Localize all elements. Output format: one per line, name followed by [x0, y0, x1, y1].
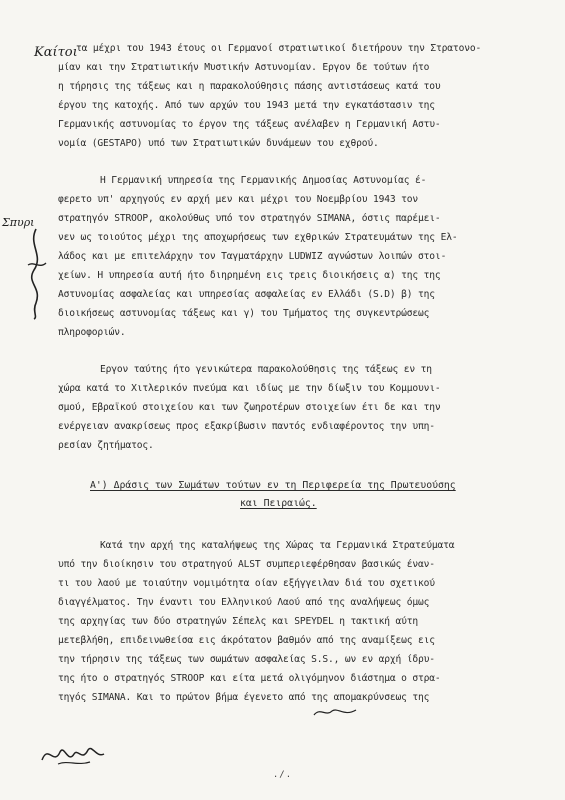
text-line: τηγός SIMANA. Και το πρώτον βήμα έγενετο από της απομακρύνσεως της	[58, 692, 430, 703]
page-number: ./.	[272, 770, 293, 780]
text-line: λάδος και με επιτελάρχην τον Ταγματάρχην LUDWIZ αγνώστων λοιπών στοι-	[58, 251, 447, 262]
text-line: η τήρησις της τάξεως και η παρακολούθησις πάσης αντιστάσεως κατά του	[58, 81, 441, 92]
text-line: τι του λαού με τοιαύτην νομιμότητα οίαν εξήγγειλαν διά του σχετικού	[58, 578, 435, 589]
text-line: διαγγέλματος. Την έναντι του Ελληνικού Λαού από της αναλήψεως όμως	[58, 597, 430, 608]
margin-handwritten-note-left: Σπυρι	[2, 216, 35, 229]
section-heading: Α') Δράσις των Σωμάτων τούτων εν τη Περιφερεία της Πρωτευούσης	[90, 480, 456, 491]
text-line: Γερμανικής αστυνομίας το έργον της τάξεως ανέλαβεν η Γερμανική Αστυ-	[58, 119, 441, 130]
text-line: μετεβλήθη, επιδεινωθείσα εις άκρότατον βαθμόν από της αναμίξεως εις	[58, 635, 435, 646]
margin-handwriting-scribble	[22, 225, 50, 320]
text-line: νεν ως τοιούτος μέχρι της αποχωρήσεως των εχθρικών Στρατευμάτων της Ελ-	[58, 232, 458, 243]
text-line: Εργον ταύτης ήτο γενικώτερα παρακολούθησις της τάξεως εν τη	[100, 364, 432, 375]
section-heading-continuation: και Πειραιώς.	[240, 498, 317, 509]
text-line: έργου της κατοχής. Από των αρχών του 1943 μετά την εγκατάστασιν της	[58, 100, 435, 111]
text-line: Κατά την αρχή της καταλήψεως της Χώρας τα Γερμανικά Στρατεύματα	[100, 540, 455, 551]
text-line: χείων. Η υπηρεσία αυτή ήτο διηρημένη εις τρεις διοικήσεις α) της της	[58, 270, 441, 281]
text-line: υπό την διοίκησιν του στρατηγού ALST συμπεριεφέρθησαν βασικώς έναν-	[58, 559, 435, 570]
text-line: της ήτο ο στρατηγός STROOP και είτα μετά ολιγόμηνον διάστημα ο στρα-	[58, 673, 441, 684]
text-line: πληροφοριών.	[58, 327, 126, 338]
text-line: την τήρησιν της τάξεως των σωμάτων ασφαλείας S.S., ων εν αρχή ίδρυ-	[58, 654, 435, 665]
text-line: στρατηγόν STROOP, ακολούθως υπό τον στρατηγόν SIMANA, όστις παρέμει-	[58, 213, 441, 224]
text-line: ρεσίαν ζητήματος.	[58, 440, 154, 451]
signature-scribble	[38, 738, 108, 770]
text-line: Αστυνομίας ασφαλείας και υπηρεσίας ασφαλείας εν Ελλάδι (S.D) β) της	[58, 289, 435, 300]
text-line: νομία (GESTAPO) υπό των Στρατιωτικών δυνάμεων του εχθρού.	[58, 138, 379, 149]
text-line: μίαν και την Στρατιωτικήν Μυστικήν Αστυνομίαν. Εργον δε τούτων ήτο	[58, 62, 430, 73]
text-line: σμού, Εβραϊκού στοιχείου και των ζωηροτέρων στοιχείων έτι δε και την	[58, 402, 441, 413]
text-line: Η Γερμανική υπηρεσία της Γερμανικής Δημοσίας Αστυνομίας έ-	[100, 175, 427, 186]
handwritten-annotation-mark	[312, 705, 358, 719]
text-line: φερετο υπ' αρχηγούς εν αρχή μεν και μέχρι του Νοεμβρίου 1943 τον	[58, 194, 419, 205]
text-line: διοικήσεως αστυνομίας τάξεως και γ) του Τμήματος της συγκεντρώσεως	[58, 308, 430, 319]
margin-handwritten-note-top: Καίτοι	[34, 45, 78, 60]
text-line: τα μέχρι του 1943 έτους οι Γερμανοί στρατιωτικοί διετήρουν την Στρατονο-	[76, 43, 482, 54]
text-line: ενέργειαν ανακρίσεως προς εξακρίβωσιν παντός ενδιαφέροντος την υπη-	[58, 421, 435, 432]
text-line: χώρα κατά το Χιτλερικόν πνεύμα και ιδίως με την δίωξιν του Κομμουνι-	[58, 383, 441, 394]
text-line: της αρχηγίας των δύο στρατηγών Σέπελς και SPEYDEL η τακτική αύτη	[58, 616, 419, 627]
